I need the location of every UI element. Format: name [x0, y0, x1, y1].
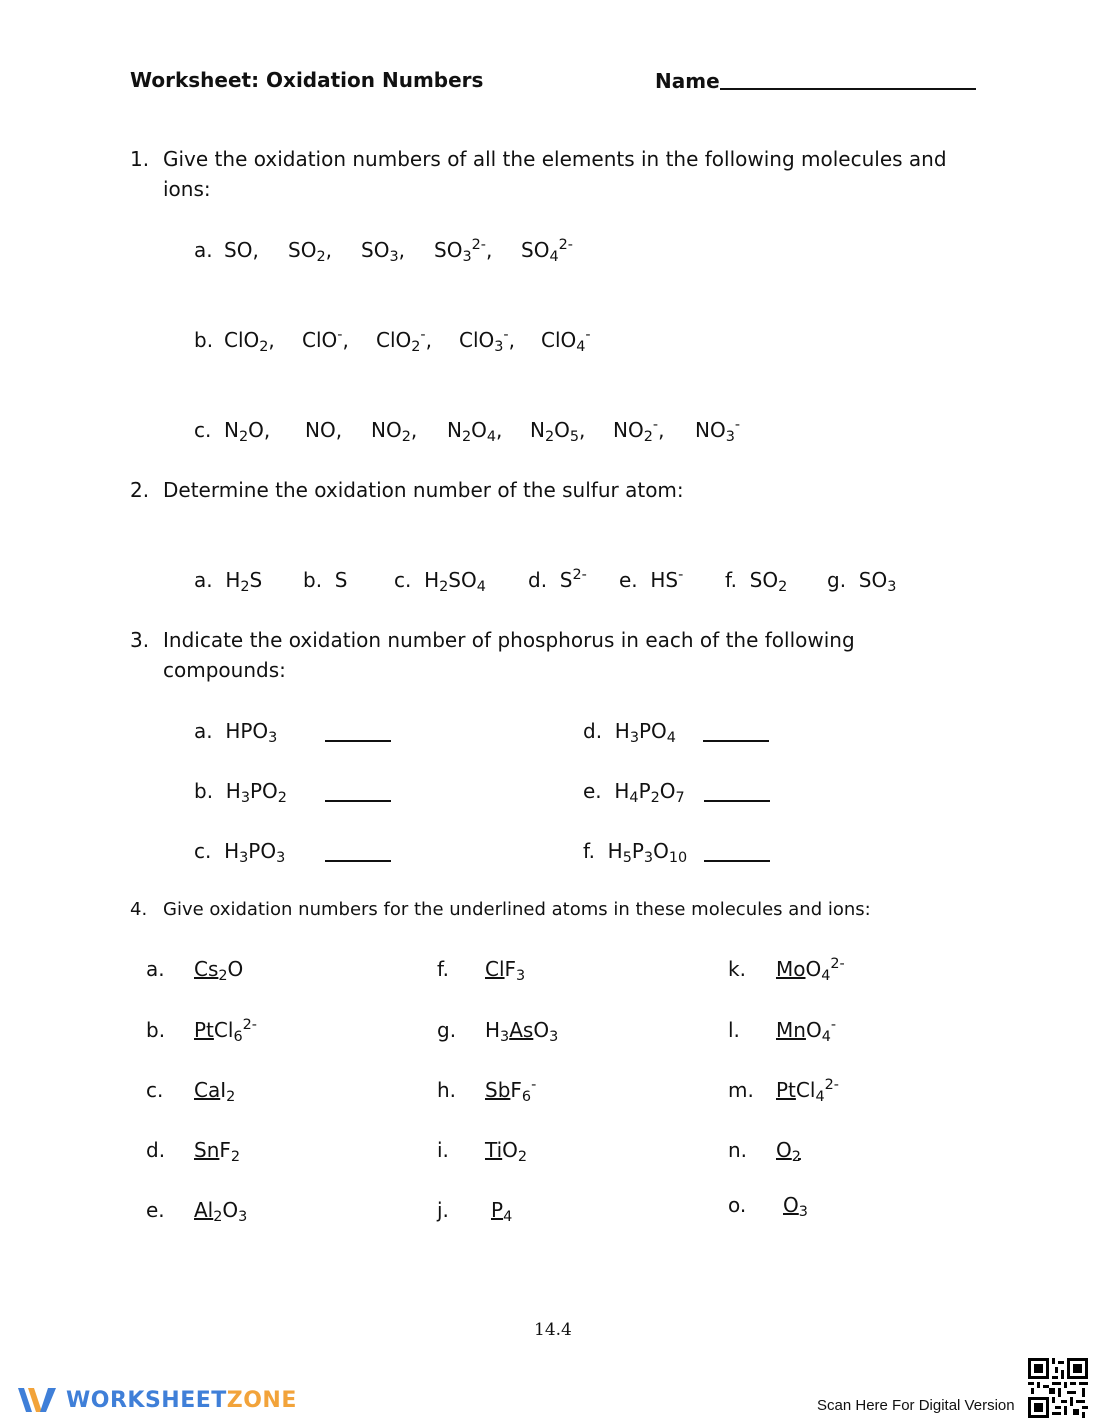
- q4-label-m: m.: [728, 1078, 754, 1102]
- name-field[interactable]: [655, 68, 976, 93]
- page-number: 14.4: [534, 1320, 572, 1340]
- q4-label-b: b.: [146, 1018, 166, 1042]
- q3-text-line2: compounds:: [163, 658, 286, 682]
- q4-text: Give oxidation numbers for the underlined atoms in these molecules and ions:: [163, 899, 871, 920]
- q4-label-f: f.: [437, 957, 449, 981]
- name-label: Name: [655, 69, 720, 93]
- q2-item-c: c. $H_2SO_4$: [394, 568, 486, 596]
- q4-label-a: a.: [146, 957, 165, 981]
- q4-formula-e: $Al_2O_3$: [194, 1198, 248, 1226]
- scan-text: Scan Here For Digital Version: [817, 1397, 1015, 1414]
- q3-answer-blank-c[interactable]: [325, 842, 391, 866]
- q4-label-j: j.: [437, 1198, 449, 1222]
- q3-answer-blank-b[interactable]: [325, 782, 391, 806]
- q3-item-d: d. $H_3PO_4$: [583, 719, 676, 747]
- q2-item-g: g. $SO_3$: [827, 568, 897, 596]
- q1a-label: a.: [194, 238, 213, 262]
- q1a-item-1: SO,: [224, 238, 259, 262]
- q1b-label: b.: [194, 328, 214, 352]
- q1b-item-5: ClO$_4$-: [541, 327, 591, 356]
- q1c-item-7: $NO_3^-$: [695, 417, 741, 446]
- q3-answer-blank-f[interactable]: [704, 842, 770, 866]
- q4-formula-g: $H_3AsO_3$: [485, 1018, 559, 1046]
- q3-number: 3.: [130, 628, 150, 652]
- q2-item-b: b. S: [303, 568, 348, 592]
- q1a-item-4: $SO_3^{2-}$,: [434, 237, 493, 266]
- q1c-item-1: $N_2O$,: [224, 418, 271, 446]
- q4-formula-k: MoO$_4^{2-}$: [776, 956, 845, 985]
- q4-label-l: l.: [728, 1018, 740, 1042]
- q3-item-c: c. $H_3PO_3$: [194, 839, 286, 867]
- q4-formula-n: $O_2$: [776, 1138, 801, 1166]
- q4-label-d: d.: [146, 1138, 166, 1162]
- q4-label-n: n.: [728, 1138, 748, 1162]
- q2-item-e: e. HS-: [619, 567, 684, 592]
- q1c-label: c.: [194, 418, 212, 442]
- q3-answer-blank-d[interactable]: [703, 722, 769, 746]
- q1c-item-3: $NO_2$,: [371, 418, 418, 446]
- q3-answer-blank-e[interactable]: [704, 782, 770, 806]
- q4-formula-a: $Cs_2O$: [194, 957, 244, 985]
- q2-item-d: d. $S^{2-}$: [528, 567, 587, 592]
- q1-text-line2: ions:: [163, 177, 211, 201]
- brand-worksheet: WORKSHEET: [66, 1388, 227, 1413]
- q4-formula-f: ClF$_3$: [485, 957, 526, 985]
- q1b-item-3: ClO$_2$-,: [376, 327, 432, 356]
- q4-formula-m: PtCl$_4^{2-}$: [776, 1077, 839, 1106]
- q1b-item-1: ClO$_2$,: [224, 328, 275, 356]
- q4-label-o: o.: [728, 1193, 747, 1217]
- q4-formula-j: $P_4$: [491, 1198, 513, 1226]
- q1c-item-5: $N_2O_5$,: [530, 418, 586, 446]
- q4-formula-d: SnF$_2$: [194, 1138, 241, 1166]
- q1-number: 1.: [130, 147, 150, 171]
- q4-label-g: g.: [437, 1018, 457, 1042]
- q3-item-a: a. $HPO_3$: [194, 719, 278, 747]
- q3-item-b: b. $H_3PO_2$: [194, 779, 287, 807]
- q4-formula-h: SbF$_6$-: [485, 1077, 537, 1106]
- q4-label-k: k.: [728, 957, 746, 981]
- q1a-item-5: $SO_4^{2-}$: [521, 237, 573, 266]
- q1c-item-6: $NO_2^-$,: [613, 417, 665, 446]
- q2-item-f: f. $SO_2$: [725, 568, 788, 596]
- q4-label-e: e.: [146, 1198, 165, 1222]
- q4-label-c: c.: [146, 1078, 164, 1102]
- q3-answer-blank-a[interactable]: [325, 722, 391, 746]
- q2-item-a: a. $H_2S$: [194, 568, 263, 596]
- q4-formula-l: MnO$_4$-: [776, 1017, 837, 1046]
- q4-number: 4.: [130, 899, 148, 920]
- q1a-item-3: $SO_3$,: [361, 238, 405, 266]
- q1b-item-2: ClO-,: [302, 327, 349, 352]
- q4-formula-i: TiO$_2$: [485, 1138, 528, 1166]
- brand-zone: ZONE: [226, 1388, 297, 1413]
- q1c-item-2: NO,: [305, 418, 343, 442]
- q4-formula-c: CaI$_2$: [194, 1078, 236, 1106]
- q1c-item-4: $N_2O_4$,: [447, 418, 503, 446]
- worksheet-title: Worksheet: Oxidation Numbers: [130, 68, 484, 92]
- q4-label-i: i.: [437, 1138, 449, 1162]
- q4-label-h: h.: [437, 1078, 457, 1102]
- q1b-item-4: ClO$_3$-,: [459, 327, 515, 356]
- name-line[interactable]: [720, 68, 976, 90]
- q4-formula-o: $O_3$: [783, 1193, 808, 1221]
- q2-text: Determine the oxidation number of the sulfur atom:: [163, 478, 684, 502]
- q2-number: 2.: [130, 478, 150, 502]
- q1-text-line1: Give the oxidation numbers of all the elements in the following molecules and: [163, 147, 947, 171]
- q3-text-line1: Indicate the oxidation number of phosphorus in each of the following: [163, 628, 855, 652]
- q3-item-f: f. $H_5P_3O_{10}$: [583, 839, 688, 867]
- q1a-item-2: $SO_2$,: [288, 238, 332, 266]
- q3-item-e: e. $H_4P_2O_7$: [583, 779, 685, 807]
- worksheetzone-logo-icon: [16, 1384, 60, 1416]
- qr-code-icon[interactable]: [1028, 1358, 1088, 1418]
- worksheetzone-brand[interactable]: [66, 1388, 297, 1413]
- q4-formula-b: PtCl$_6^{2-}$: [194, 1017, 257, 1046]
